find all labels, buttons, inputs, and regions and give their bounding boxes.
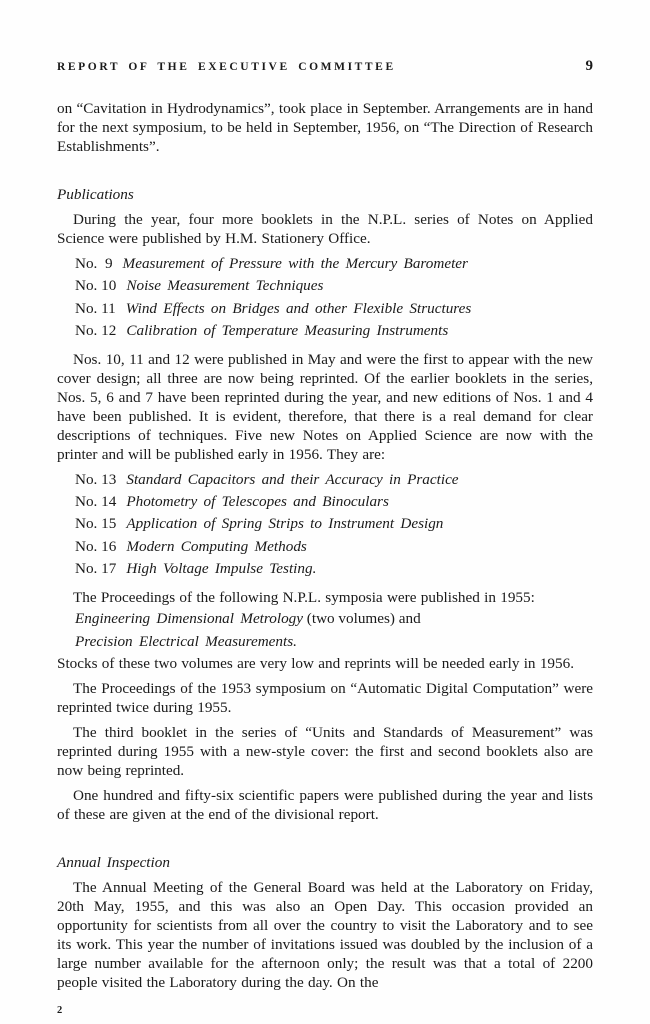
symposium-line	[57, 630, 593, 654]
booklet-list-published	[57, 253, 593, 343]
booklet-number: No. 12	[75, 322, 117, 340]
annual-inspection-paragraph: The Annual Meeting of the General Board was held at the Laboratory on Friday, 20th May, 1955, and this was also an Open Day. This occasion provided an opportunity for scientists from all over the country to visit the Laboratory and to see its work. This year the number of invitations issued was doubled by the inclusion of a large number available for the afternoon only; the result was that a total of 2200 people visited the Laboratory during the day. On the	[57, 878, 593, 991]
booklet-title: Modern Computing Methods	[126, 537, 307, 555]
booklet-title: Standard Capacitors and their Accuracy in Practice	[126, 470, 459, 488]
booklet-item	[57, 253, 593, 275]
symposium-title: Engineering Dimensional Metrology	[75, 609, 303, 627]
publications-intro-paragraph: During the year, four more booklets in the N.P.L. series of Notes on Applied Science were published by H.M. Stationery Office.	[57, 211, 593, 247]
intro-paragraph: on “Cavitation in Hydrodynamics”, took place in September. Arrangements are in hand for the next symposium, to be held in September, 1956, on “The Direction of Research Establishments”.	[57, 100, 593, 155]
reprints-paragraph: Nos. 10, 11 and 12 were published in May and were the first to appear with the new cover design; all three are now being reprinted. Of the earlier booklets in the series, Nos. 5, 6 and 7 have been reprinted during the year, and new editions of Nos. 1 and 4 have been published. It is evident, therefore, that there is a real demand for clear descriptions of techniques. Five new Notes on Applied Science are now with the printer and will be published early in 1956. They are:	[57, 350, 593, 463]
booklet-item	[57, 491, 593, 513]
booklet-item	[57, 275, 593, 297]
symposium-line	[57, 607, 593, 631]
papers-paragraph: One hundred and fifty-six scientific papers were published during the year and lists of these are given at the end of the divisional report.	[57, 786, 593, 823]
booklet-item	[57, 320, 593, 342]
reprint-1953-paragraph: The Proceedings of the 1953 symposium on “Automatic Digital Computation” were reprinted twice during 1955.	[57, 679, 593, 716]
booklet-number: No. 13	[75, 470, 117, 488]
booklet-title: Calibration of Temperature Measuring Instruments	[126, 322, 449, 340]
running-header	[57, 58, 593, 75]
units-standards-paragraph: The third booklet in the series of “Units and Standards of Measurement” was reprinted during 1955 with a new-style cover: the first and second booklets also are now being reprinted.	[57, 723, 593, 779]
page-body	[57, 99, 593, 1020]
booklet-number: No. 16	[75, 537, 117, 555]
booklet-title: Noise Measurement Techniques	[126, 277, 324, 295]
booklet-item	[57, 469, 593, 491]
booklet-number: No. 9	[75, 255, 113, 272]
booklet-title: Photometry of Telescopes and Binoculars	[126, 493, 389, 511]
booklet-title: Wind Effects on Bridges and other Flexible Structures	[125, 299, 472, 317]
section-heading-publications: Publications	[57, 186, 134, 203]
symposia-intro-paragraph: The Proceedings of the following N.P.L. symposia were published in 1955:	[73, 588, 535, 606]
booklet-item	[57, 536, 593, 558]
booklet-title: High Voltage Impulse Testing.	[126, 560, 317, 578]
symposium-title: Precision Electrical Measurements.	[75, 633, 297, 651]
booklet-item	[57, 298, 593, 320]
stocks-paragraph: Stocks of these two volumes are very low and reprints will be needed early in 1956.	[57, 654, 574, 672]
page-number: 9	[585, 58, 593, 74]
booklet-number: No. 10	[75, 277, 117, 295]
booklet-list-forthcoming	[57, 469, 593, 581]
booklet-title: Measurement of Pressure with the Mercury Barometer	[122, 255, 468, 272]
signature-mark: 2	[57, 1004, 63, 1016]
booklet-number: No. 17	[75, 560, 117, 578]
booklet-number: No. 15	[75, 515, 117, 533]
running-header-title: REPORT OF THE EXECUTIVE COMMITTEE	[57, 61, 396, 73]
booklet-number: No. 11	[75, 299, 116, 317]
booklet-item	[57, 513, 593, 535]
section-heading-annual-inspection: Annual Inspection	[57, 853, 170, 871]
booklet-number: No. 14	[75, 493, 117, 511]
booklet-title: Application of Spring Strips to Instrument Design	[126, 515, 444, 533]
booklet-item	[57, 558, 593, 580]
symposium-suffix: (two volumes) and	[303, 609, 421, 627]
